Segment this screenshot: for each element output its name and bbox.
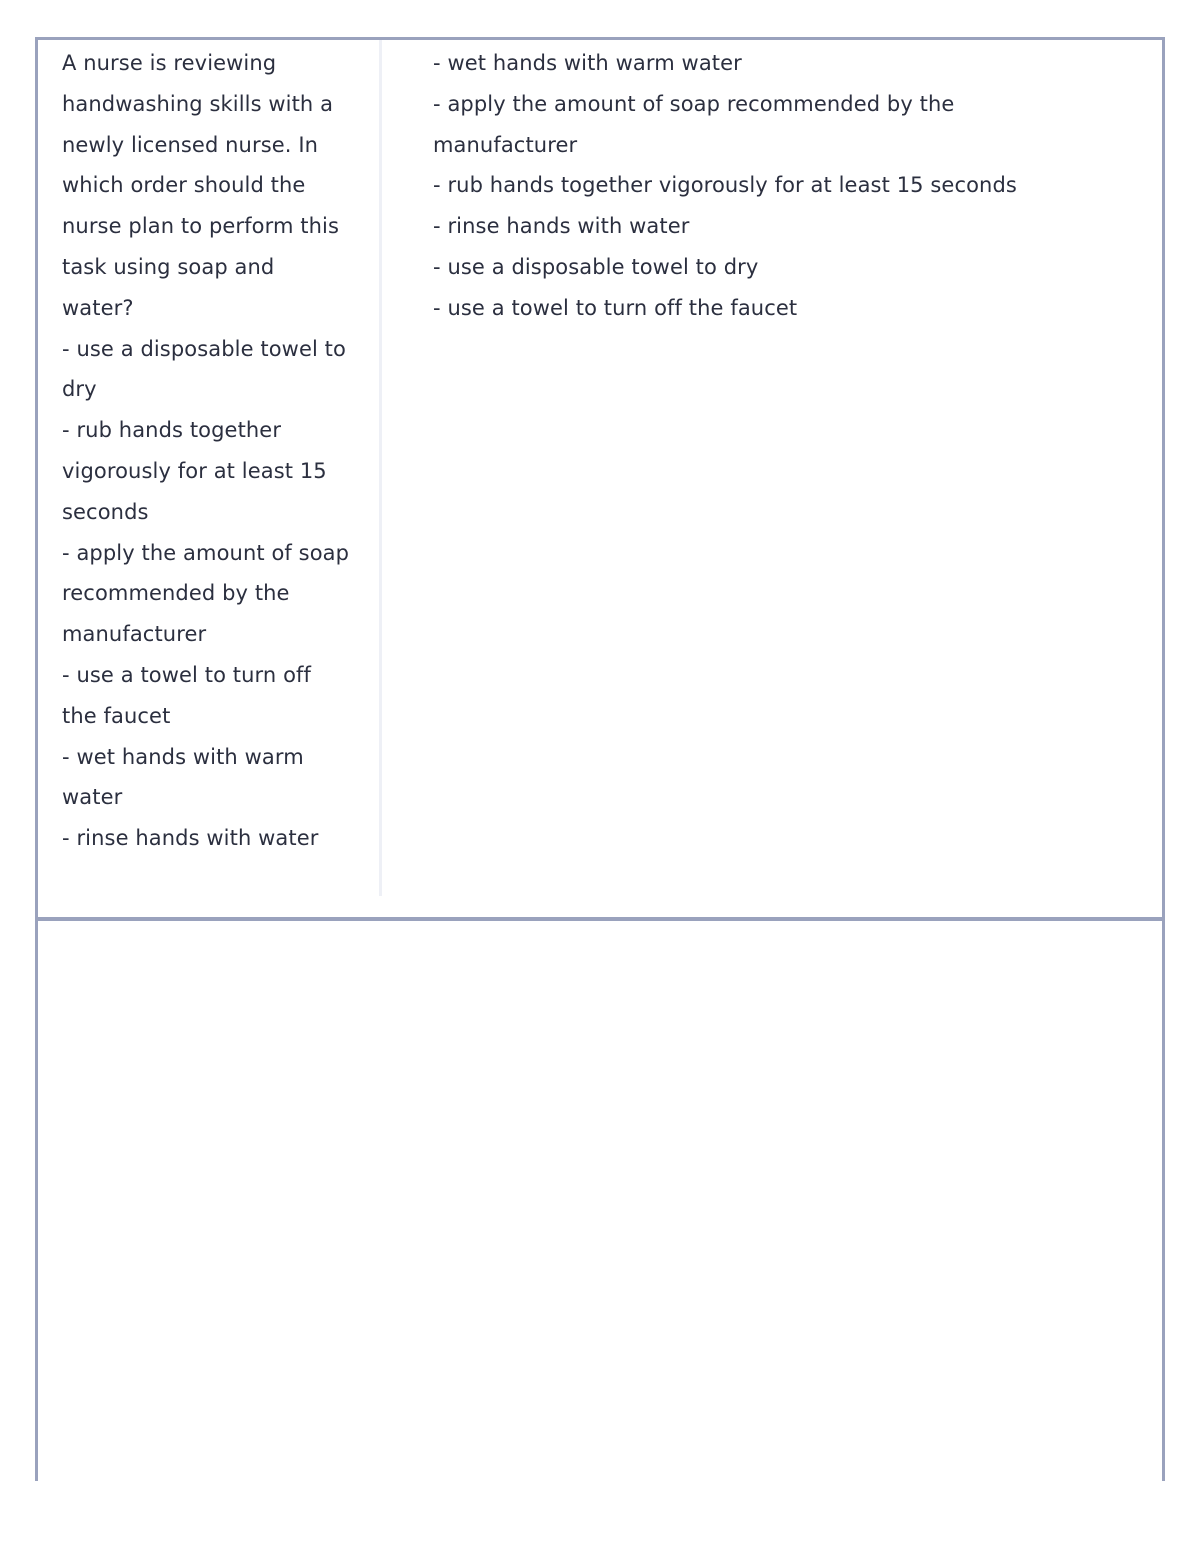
term-column bbox=[38, 40, 382, 896]
flashcard bbox=[35, 37, 1165, 921]
term-text: A nurse is reviewing handwashing skills with a newly licensed nurse. In which order should the nurse plan to perform this task using soap and water? - use a disposable towel to dry - rub hands together vigorously for at least 15 seconds - apply the amount of soap recommended by the manufacturer - use a towel to turn off the faucet - wet hands with warm water - rinse hands with water bbox=[62, 51, 350, 851]
definition-text: - wet hands with warm water - apply the amount of soap recommended by the manufacturer - rub hands together vigorously for at least 15 seconds - rinse hands with water - use a disposable towel to dry - use a towel to turn off the faucet bbox=[433, 51, 1017, 320]
flashcard-next bbox=[35, 921, 1165, 1481]
definition-column bbox=[385, 40, 1125, 896]
